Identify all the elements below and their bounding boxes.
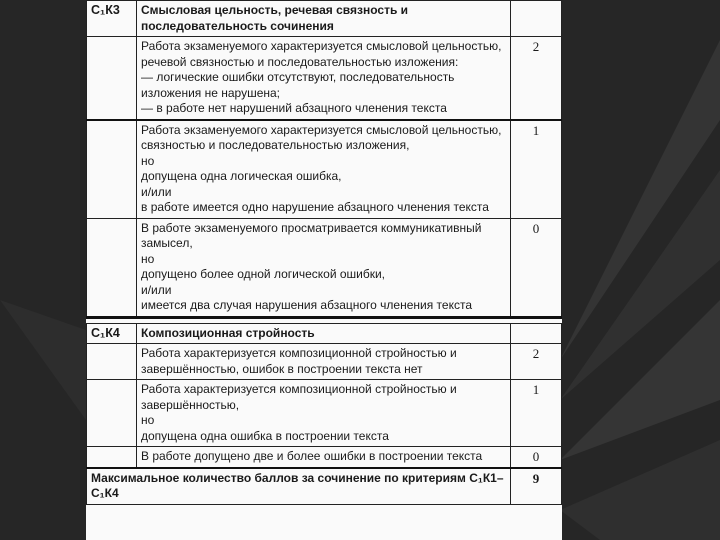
- k4-code: С₁К4: [87, 323, 137, 344]
- k3-code: С₁К3: [87, 1, 137, 37]
- criteria-table: [86, 0, 562, 505]
- k3-title: Смысловая цельность, речевая связность и последовательность сочинения: [137, 1, 511, 37]
- criteria-document: [86, 0, 562, 540]
- k3-row-1-score: 2: [511, 37, 562, 120]
- k3-row-3-text: В работе экзаменуемого просматривается коммуникативный замысел, но допущено более одной логической ошибки, и/или имеется два случая нарушения абзацного членения текста: [137, 218, 511, 317]
- k3-header-score: [511, 1, 562, 37]
- k4-row-2: [87, 380, 562, 447]
- k3-row-3: [87, 218, 562, 317]
- k4-row-2-score: 1: [511, 380, 562, 447]
- k3-header-row: [87, 1, 562, 37]
- k4-title: Композиционная стройность: [137, 323, 511, 344]
- k4-row-2-text: Работа характеризуется композиционной стройностью и завершённостью, но допущена одна ошибка в построении текста: [137, 380, 511, 447]
- k4-row-1: [87, 344, 562, 380]
- k3-row-2: [87, 120, 562, 219]
- k4-header-score: [511, 323, 562, 344]
- k4-row-3: [87, 447, 562, 468]
- k3-row-2-text: Работа экзаменуемого характеризуется смысловой цельностью, связностью и последовательностью изложения, но допущена одна логическая ошибка, и/или в работе имеется одно нарушение абзацного членения текста: [137, 120, 511, 219]
- k3-row-3-score: 0: [511, 218, 562, 317]
- k3-row-1: [87, 37, 562, 120]
- total-score: 9: [511, 468, 562, 505]
- ray-5: [0, 300, 86, 420]
- total-text: Максимальное количество баллов за сочинение по критериям С₁К1–С₁К4: [87, 468, 511, 505]
- k4-header-row: [87, 323, 562, 344]
- k4-row-1-score: 2: [511, 344, 562, 380]
- k4-row-3-score: 0: [511, 447, 562, 468]
- k4-row-1-text: Работа характеризуется композиционной стройностью и завершённостью, ошибок в построении текста нет: [137, 344, 511, 380]
- ray-4: [560, 440, 720, 540]
- k3-row-1-text: Работа экзаменуемого характеризуется смысловой цельностью, речевой связностью и последовательностью изложения: — логические ошибки отсутствуют, последовательность изложения не нарушена; — в работе нет нарушений абзацного членения текста: [137, 37, 511, 120]
- k3-row-2-score: 1: [511, 120, 562, 219]
- total-row: [87, 468, 562, 505]
- k4-row-3-text: В работе допущено две и более ошибки в построении текста: [137, 447, 511, 468]
